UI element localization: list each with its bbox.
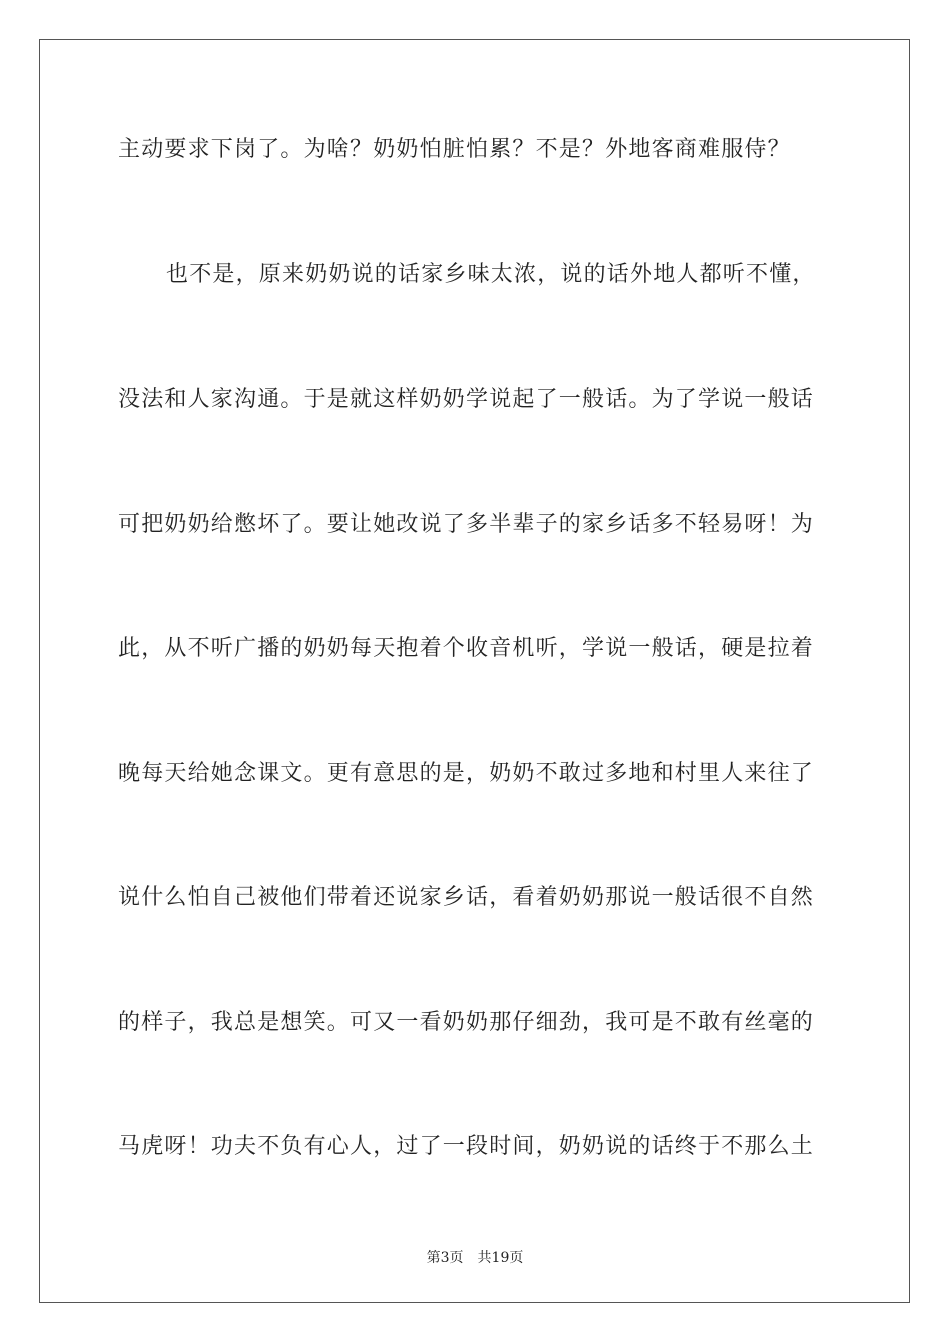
text-line-9: 马虎呀！功夫不负有心人，过了一段时间，奶奶说的话终于不那么土 [118, 1134, 815, 1159]
text-line-4: 可把奶奶给憋坏了。要让她改说了多半辈子的家乡话多不轻易呀！为 [118, 512, 815, 537]
text-line-5: 此，从不听广播的奶奶每天抱着个收音机听，学说一般话，硬是拉着 [118, 636, 815, 661]
text-line-3: 没法和人家沟通。于是就这样奶奶学说起了一般话。为了学说一般话 [118, 387, 815, 412]
text-line-2: 也不是，原来奶奶说的话家乡味太浓，说的话外地人都听不懂， [166, 262, 816, 287]
page-border [39, 39, 910, 1303]
text-line-1: 主动要求下岗了。为啥？奶奶怕脏怕累？不是？外地客商难服侍？ [118, 137, 791, 162]
text-line-7: 说什么怕自己被他们带着还说家乡话，看着奶奶那说一般话很不自然 [118, 885, 815, 910]
page-footer [0, 1247, 950, 1267]
text-line-6: 晚每天给她念课文。更有意思的是，奶奶不敢过多地和村里人来往了 [118, 761, 815, 786]
page-total: 共19页 [477, 1250, 524, 1266]
page-number: 第3页 [426, 1250, 464, 1266]
text-line-8: 的样子，我总是想笑。可又一看奶奶那仔细劲，我可是不敢有丝毫的 [118, 1010, 815, 1035]
